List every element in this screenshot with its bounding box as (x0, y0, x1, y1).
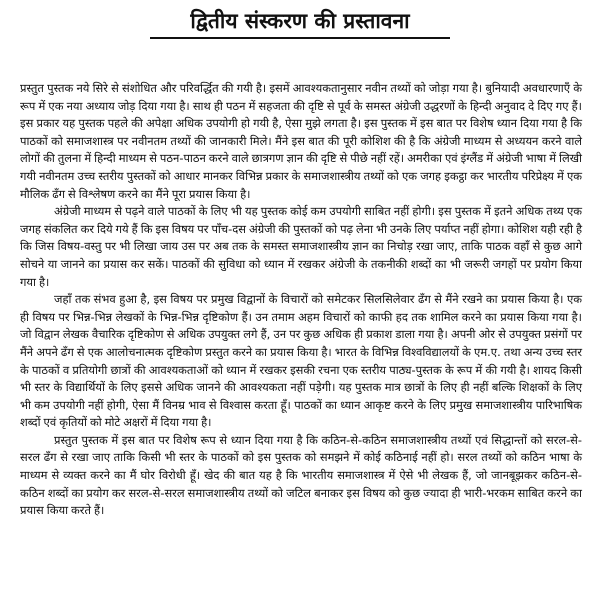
paragraph-4: प्रस्तुत पुस्तक में इस बात पर विशेष रूप से ध्यान दिया गया है कि कठिन-से-कठिन समाजशास्त्रीय तथ्यों एवं सिद्धान्तों को सरल-से-सरल ढँग से रखा जाए ताकि किसी भी स्तर के पाठकों को इस पुस्तक को समझने में कोई कठिनाई नहीं हो। सरल तथ्यों को कठिन भाषा के माध्यम से व्यक्त करने का मैं घोर विरोधी हूँ। खेद की बात यह है कि भारतीय समाजशास्त्र में ऐसे भी लेखक हैं, जो जानबूझकर कठिन-से-कठिन शब्दों का प्रयोग कर सरल-से-सरल समाजशास्त्रीय तथ्यों को जटिल बनाकर इस विषय को कुछ ज्यादा ही भारी-भरकम साबित करने का प्रयास किया करते हैं। (20, 432, 582, 518)
paragraph-2: अंग्रेजी माध्यम से पढ़ने वाले पाठकों के लिए भी यह पुस्तक कोई कम उपयोगी साबित नहीं होगी। इस पुस्तक में इतने अधिक तथ्य एक जगह संकलित कर दिये गये हैं कि इस विषय पर पाँच-दस अंग्रेजी की पुस्तकों को पढ़ लेना भी उनके लिए पर्याप्त नहीं होगा। कोशिश यही रही है कि जिस विषय-वस्तु पर भी लिखा जाय उस पर अब तक के समस्त समाजशास्त्रीय ज्ञान का निचोड़ रखा जाए, ताकि पाठक वहाँ से कुछ आगे सोचने या जानने का प्रयास कर सकें। पाठकों की सुविधा को ध्यान में रखकर अंग्रेजी के तकनीकी शब्दों का भी जरूरी जगहों पर प्रयोग किया गया है। (20, 204, 582, 289)
page-title: द्वितीय संस्करण की प्रस्तावना (190, 9, 410, 33)
preface-body (20, 80, 582, 520)
paragraph-1: प्रस्तुत पुस्तक नये सिरे से संशोधित और परिवर्द्धित की गयी है। इसमें आवश्यकतानुसार नवीन तथ्यों को जोड़ा गया है। बुनियादी अवधारणाएँ के रूप में एक नया अध्याय जोड़ दिया गया है। साथ ही पठन में सहजता की दृष्टि से पूर्व के समस्त अंग्रेजी उद्धरणों के हिन्दी अनुवाद दे दिए गए हैं। इस प्रकार यह पुस्तक पहले की अपेक्षा अधिक उपयोगी हो गयी है, ऐसा मुझे लगता है। इस पुस्तक में इस बात पर विशेष ध्यान दिया गया है कि पाठकों को समाजशास्त्र पर नवीनतम तथ्यों की जानकारी मिले। मैंने इस बात की पूरी कोशिश की है कि अंग्रेजी माध्यम से अध्ययन करने वाले लोगों की तुलना में हिन्दी माध्यम से पठन-पाठन करने वाले छात्रगण ज्ञान की दृष्टि से पीछे नहीं रहें। अमरीका एवं इंग्लैंड में अंग्रेजी भाषा में लिखी गयी नवीनतम उच्च स्तरीय पुस्तकों को आधार मानकर विभिन्न प्रकार के समाजशास्त्रीय तथ्यों को एक जगह इकट्ठा कर भारतीय परिप्रेक्ष्य में एक मौलिक ढँग से विश्लेषण करने का मैंने पूरा प्रयास किया है। (20, 81, 582, 201)
paragraph-3: जहाँ तक संभव हुआ है, इस विषय पर प्रमुख विद्वानों के विचारों को समेटकर सिलसिलेवार ढँग से मैंने रखने का प्रयास किया है। एक ही विषय पर भिन्न-भिन्न लेखकों के भिन्न-भिन्न दृष्टिकोण हैं। उन तमाम अहम विचारों को काफी हद तक शामिल करने का प्रयास किया गया है। जो विद्वान लेखक वैचारिक दृष्टिकोण से अधिक उपयुक्त लगे हैं, उन पर कुछ अधिक ही प्रकाश डाला गया है। अपनी ओर से उपयुक्त प्रसंगों पर मैंने अपने ढँग से एक आलोचनात्मक दृष्टिकोण प्रस्तुत करने का प्रयास किया है। भारत के विभिन्न विश्वविद्यालयों के एम.ए. तथा अन्य उच्च स्तर के पाठकों व प्रतियोगी छात्रों की आवश्यकताओं को ध्यान में रखकर इसकी रचना एक स्तरीय पाठ्य-पुस्तक के रूप में की गयी है। शायद किसी भी स्तर के विद्यार्थियों के लिए इससे अधिक जानने की आवश्यकता नहीं पड़ेगी। यह पुस्तक मात्र छात्रों के लिए ही नहीं बल्कि शिक्षकों के लिए भी कम उपयोगी नहीं होगी, ऐसा मैं विनम्र भाव से विश्वास करता हूँ। पाठकों का ध्यान आकृष्ट करने के लिए प्रमुख समाजशास्त्रीय पारिभाषिक शब्दों एवं कृतियों को मोटे अक्षरों में दिया गया है। (20, 292, 582, 430)
title-underline (150, 37, 450, 39)
